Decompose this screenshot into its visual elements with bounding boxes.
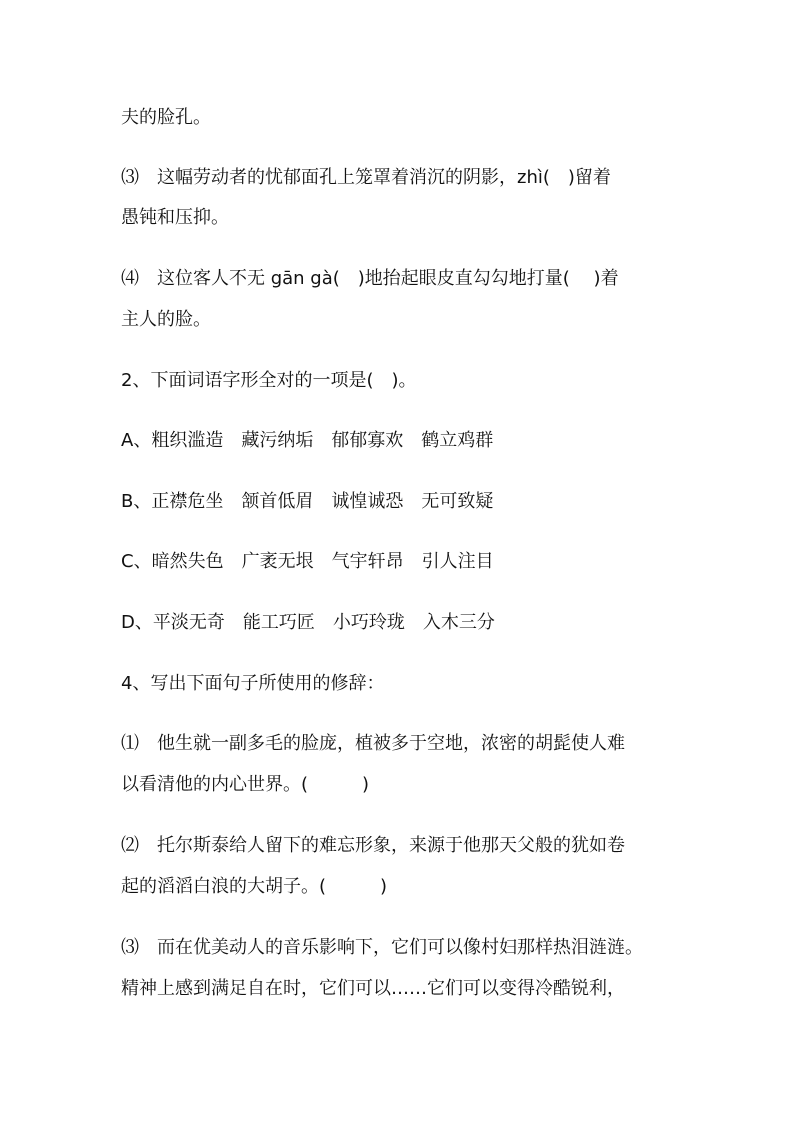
text-line-14: ⑵ 托尔斯泰给人留下的难忘形象，来源于他那天父般的犹如卷 (121, 835, 625, 856)
text-line-15: 起的滔滔白浪的大胡子。( ) (121, 876, 388, 897)
text-line-17: 精神上感到满足自在时，它们可以……它们可以变得冷酷锐利， (121, 978, 625, 999)
option-a: A、粗织滥造 藏污纳垢 郁郁寡欢 鹤立鸡群 (121, 430, 494, 451)
text-line-1: 夫的脸孔。 (121, 107, 211, 128)
text-line-3: 愚钝和压抑。 (121, 207, 229, 228)
option-b: B、正襟危坐 颔首低眉 诚惶诚恐 无可致疑 (121, 491, 494, 512)
text-line-5: 主人的脸。 (121, 309, 211, 330)
option-d: D、平淡无奇 能工巧匠 小巧玲珑 入木三分 (121, 612, 495, 633)
question-4: 4、写出下面句子所使用的修辞： (121, 673, 385, 694)
question-2: 2、下面词语字形全对的一项是( )。 (121, 370, 417, 391)
text-line-2: ⑶ 这幅劳动者的忧郁面孔上笼罩着消沉的阴影，zhì( )留着 (121, 167, 611, 188)
text-line-4: ⑷ 这位客人不无 gān gà( )地抬起眼皮直勾勾地打量( )着 (121, 268, 619, 289)
option-c: C、暗然失色 广袤无垠 气宇轩昂 引人注目 (121, 551, 494, 572)
text-line-13: 以看清他的内心世界。( ) (121, 774, 370, 795)
text-line-16: ⑶ 而在优美动人的音乐影响下，它们可以像村妇那样热泪涟涟。 (121, 937, 643, 958)
text-line-12: ⑴ 他生就一副多毛的脸庞，植被多于空地，浓密的胡髭使人难 (121, 733, 625, 754)
